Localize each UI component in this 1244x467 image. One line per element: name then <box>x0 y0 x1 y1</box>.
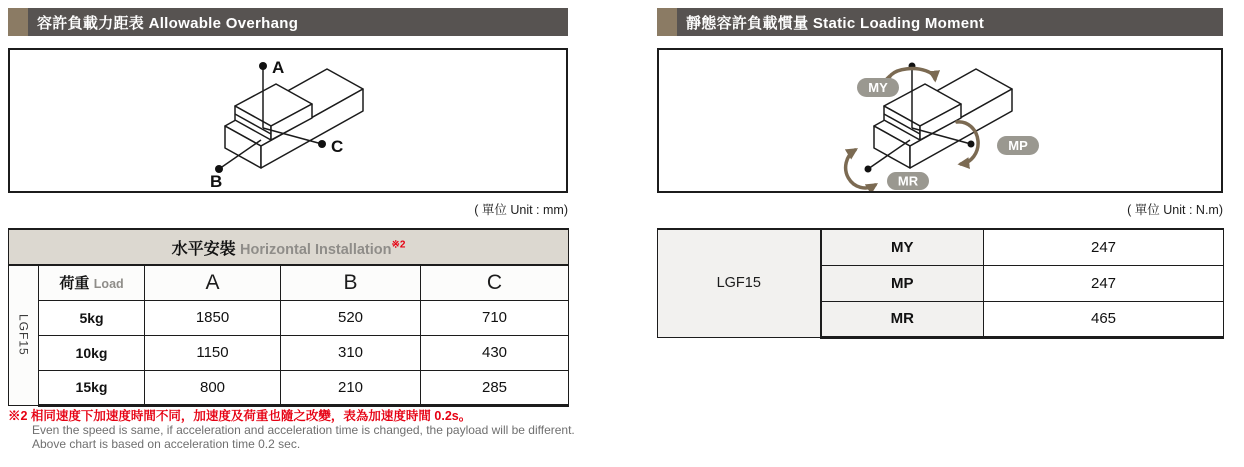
my-badge <box>857 78 899 97</box>
table-title-cjk: 水平安裝 <box>171 240 236 258</box>
point-b-label: B <box>210 172 223 191</box>
static-loading-moment-table <box>657 228 1224 339</box>
table-title-note: ※2 <box>391 239 406 251</box>
table-row <box>9 300 569 335</box>
mr-badge-label: MR <box>897 173 919 189</box>
moment-diagram-box <box>657 48 1223 193</box>
moment-label: MP <box>821 265 984 301</box>
moment-value: 247 <box>984 229 1224 265</box>
allowable-overhang-title: 容許負載力距表 Allowable Overhang <box>37 14 299 32</box>
moment-rail-diagram <box>659 50 1221 191</box>
load-cell: 10kg <box>39 335 145 370</box>
model-rowgroup-label: LGF15 <box>9 265 39 405</box>
value-c: 285 <box>421 370 569 405</box>
point-a-label: A <box>272 58 285 77</box>
unit-label-mm: ( 單位 Unit : mm) <box>474 203 568 217</box>
table-title-row <box>9 229 569 265</box>
moment-label: MY <box>821 229 984 265</box>
unit-label-nm: ( 單位 Unit : N.m) <box>1127 203 1223 217</box>
my-badge-label: MY <box>868 80 888 95</box>
header-accent-square <box>8 8 28 36</box>
point-a-dot <box>259 62 267 70</box>
footnote-line-en-1: Even the speed is same, if acceleration and acceleration time is changed, the payload will be different. <box>32 423 575 437</box>
table-row <box>658 229 1224 265</box>
value-a: 1850 <box>145 300 281 335</box>
load-column-header: 荷重 Load <box>39 265 145 300</box>
static-loading-moment-title: 靜態容許負載慣量 Static Loading Moment <box>686 14 985 32</box>
model-cell: LGF15 <box>658 229 821 337</box>
column-header-b: B <box>281 265 421 300</box>
load-cell: 5kg <box>39 300 145 335</box>
table-title-cell <box>9 229 569 265</box>
value-c: 430 <box>421 335 569 370</box>
value-b: 210 <box>281 370 421 405</box>
value-a: 800 <box>145 370 281 405</box>
value-c: 710 <box>421 300 569 335</box>
horizontal-installation-table <box>8 228 569 407</box>
footnote-line-en-2: Above chart is based on acceleration time 0.2 sec. <box>32 436 301 451</box>
footnote <box>8 408 598 451</box>
column-header-a: A <box>145 265 281 300</box>
point-c-dot <box>318 140 326 148</box>
table-title-en: Horizontal Installation <box>240 241 392 258</box>
value-b: 520 <box>281 300 421 335</box>
mp-badge-label: MP <box>1008 138 1028 153</box>
moment-value: 247 <box>984 265 1224 301</box>
static-loading-moment-header <box>657 8 1223 36</box>
header-accent-square <box>657 8 677 36</box>
allowable-overhang-header <box>8 8 568 36</box>
footnote-line-cjk: ※2 相同速度下加速度時間不同，加速度及荷重也隨之改變，表為加速度時間 0.2s。 <box>8 409 472 423</box>
overhang-diagram-box <box>8 48 568 193</box>
value-b: 310 <box>281 335 421 370</box>
value-a: 1150 <box>145 335 281 370</box>
table-row <box>9 335 569 370</box>
roll-axis-dot <box>865 166 872 173</box>
column-header-row <box>9 265 569 300</box>
mr-badge <box>887 172 929 190</box>
table-row <box>9 370 569 405</box>
pitch-axis-dot <box>968 141 975 148</box>
moment-label: MR <box>821 301 984 337</box>
load-cell: 15kg <box>39 370 145 405</box>
point-c-label: C <box>331 137 344 156</box>
mp-badge <box>997 136 1039 155</box>
overhang-rail-diagram <box>10 50 566 191</box>
moment-value: 465 <box>984 301 1224 337</box>
column-header-c: C <box>421 265 569 300</box>
